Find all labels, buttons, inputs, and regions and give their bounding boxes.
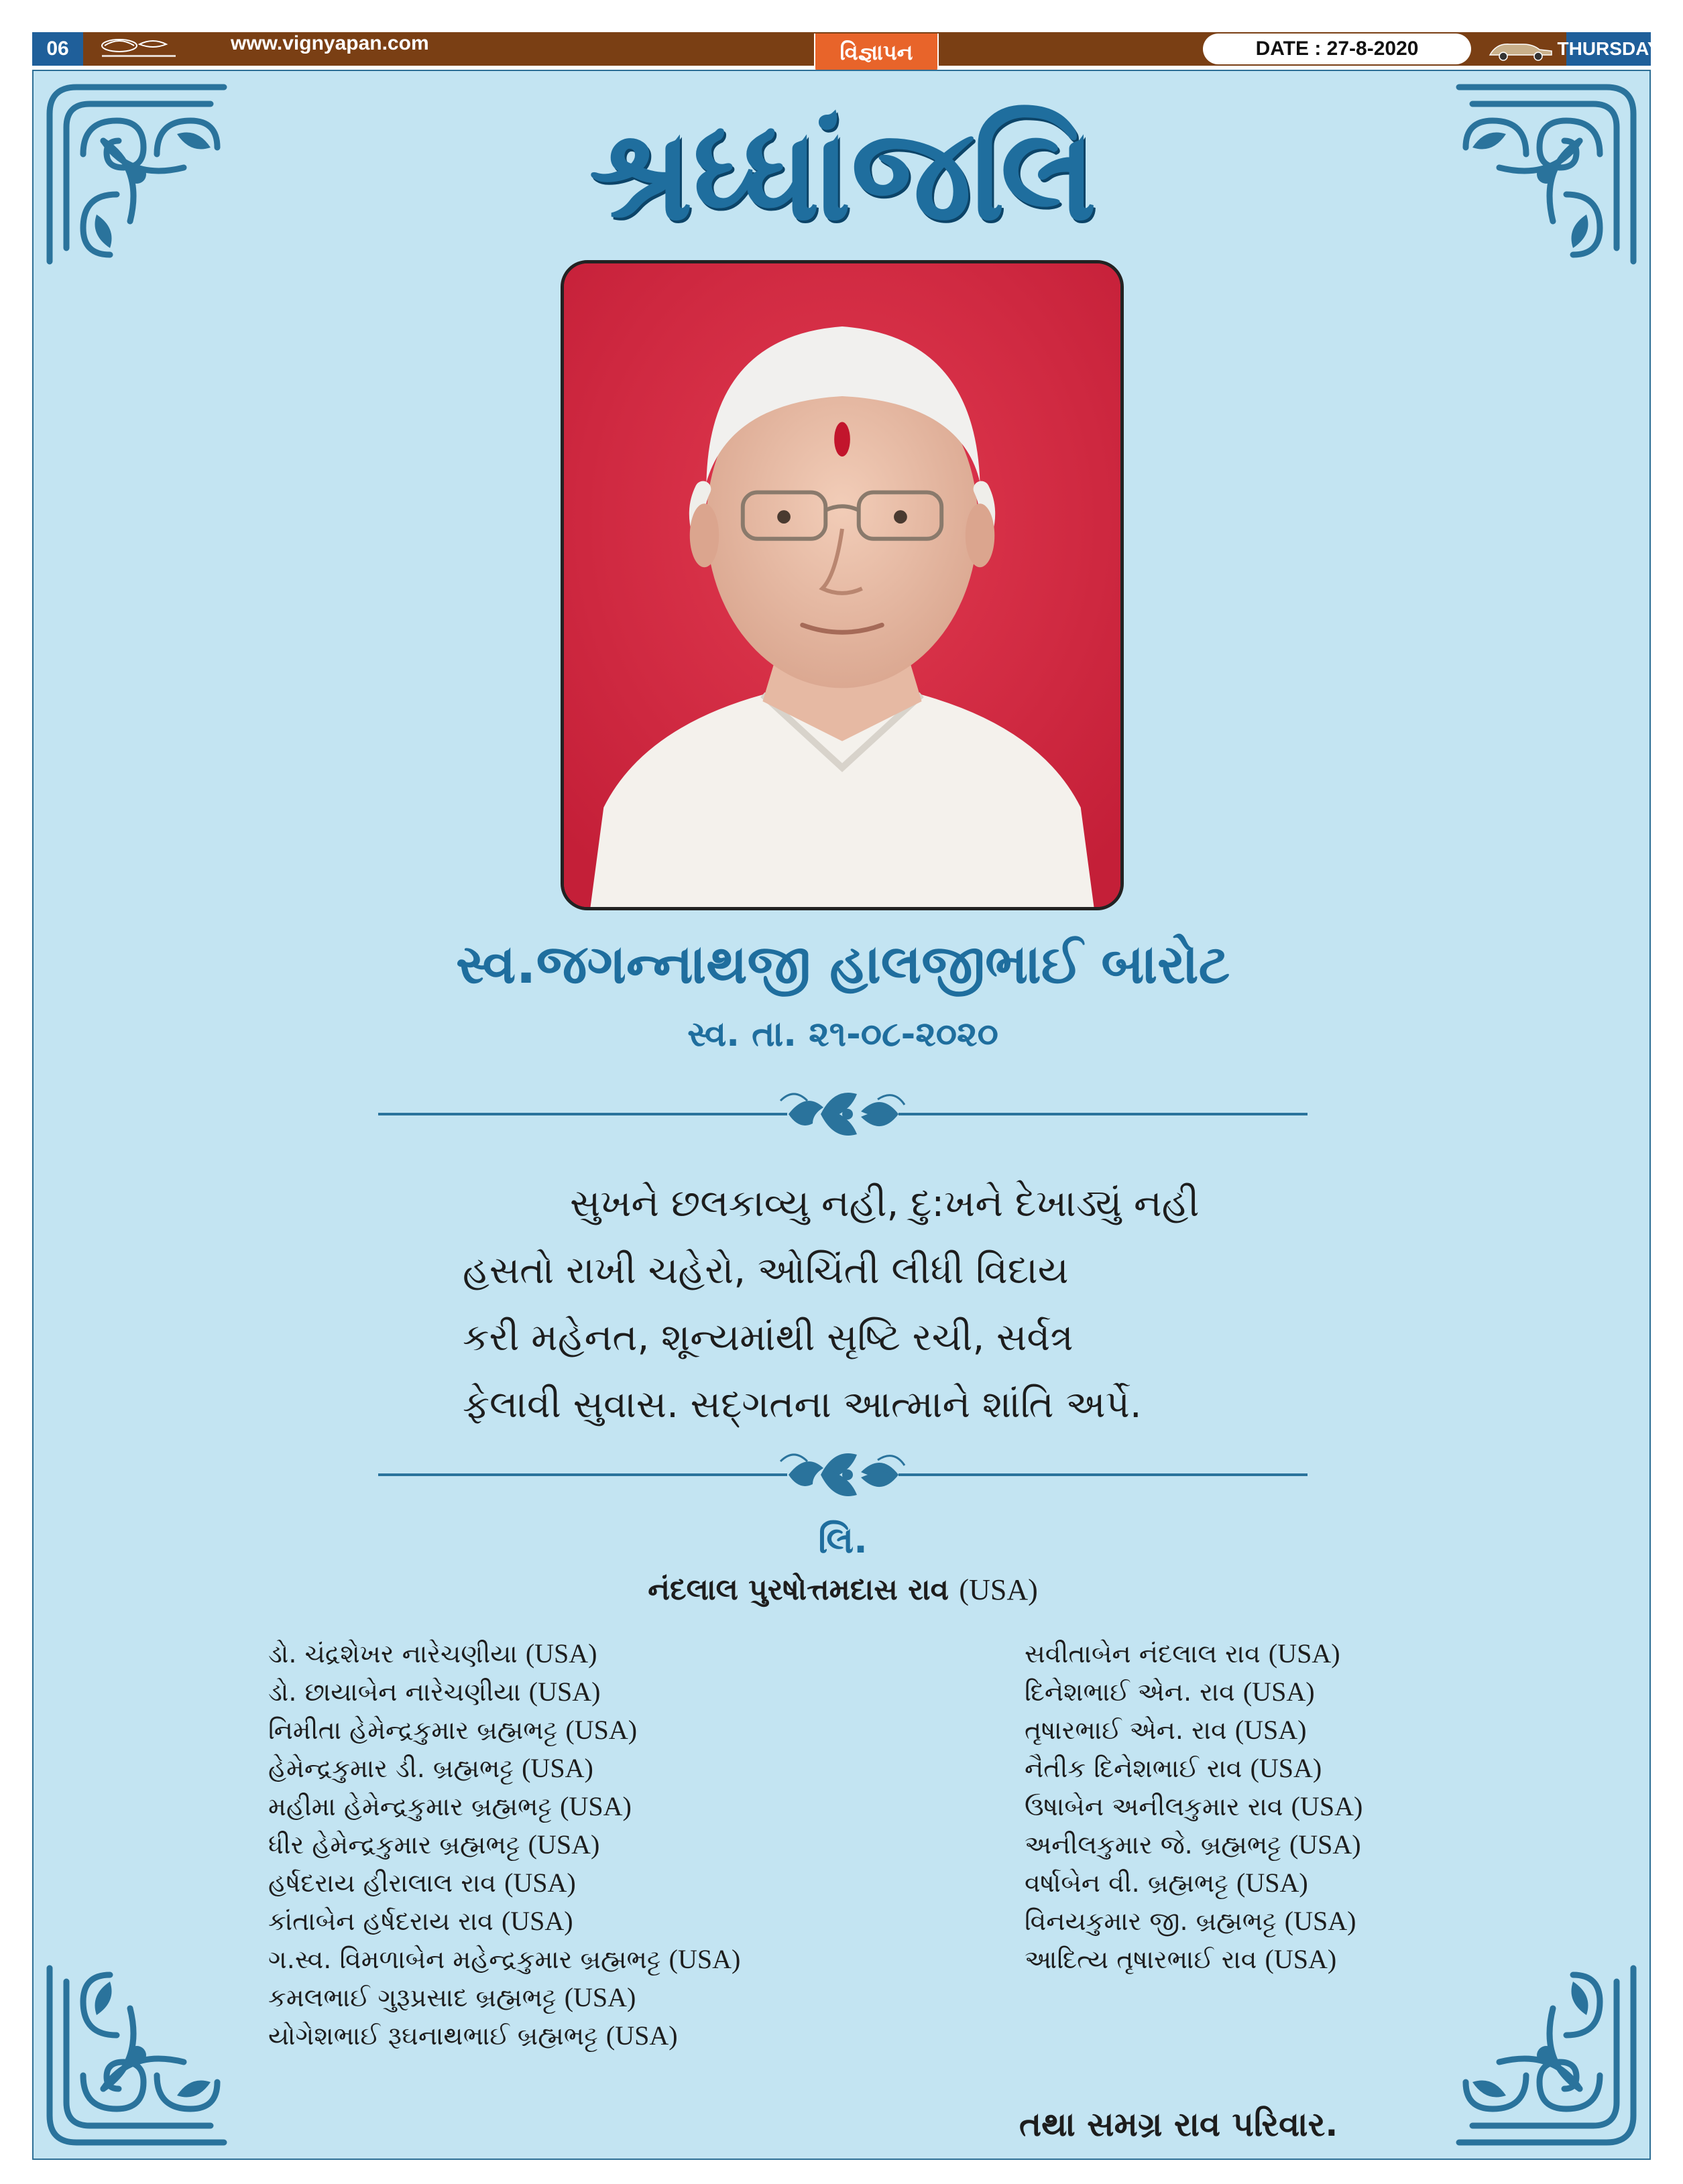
family-member-tag: (USA) — [1242, 1677, 1315, 1707]
family-member-tag: (USA) — [564, 1982, 636, 2012]
floral-divider-icon — [378, 1087, 1308, 1141]
issue-date: DATE : 27-8-2020 — [1203, 34, 1471, 64]
family-member-row — [1025, 1711, 1362, 1749]
sender-name: નંદલાલ પુરષોત્તમદાસ રાવ — [648, 1573, 949, 1607]
family-member-name: તૃષારભાઈ એન. રાવ — [1025, 1715, 1227, 1745]
from-label: લિ. — [818, 1519, 868, 1561]
family-member-name: કમલભાઈ ગુરૂપ્રસાદ બ્રહ્મભટ્ટ — [268, 1983, 557, 2012]
family-member-row — [268, 1634, 740, 1673]
portrait-photo — [561, 260, 1124, 910]
family-member-name: દિનેશભાઈ એન. રાવ — [1025, 1677, 1235, 1707]
family-member-name: કાંતાબેન હર્ષદરાય રાવ — [268, 1906, 494, 1936]
ornamental-corner-icon — [1446, 1955, 1647, 2156]
family-member-name: અનીલકુમાર જે. બ્રહ્મભટ્ટ — [1025, 1830, 1281, 1860]
family-member-tag: (USA) — [1250, 1753, 1322, 1783]
family-member-tag: (USA) — [1234, 1715, 1307, 1745]
family-member-name: વિનયકુમાર જી. બ્રહ્મભટ્ટ — [1025, 1906, 1277, 1936]
family-member-name: નિમીતા હેમેન્દ્રકુમાર બ્રહ્મભટ્ટ — [268, 1715, 558, 1745]
tribute-verse — [463, 1170, 1305, 1439]
tribute-panel — [32, 70, 1651, 2160]
family-member-row — [268, 1749, 740, 1787]
family-member-tag: (USA) — [669, 1944, 741, 1974]
family-member-row — [268, 1825, 740, 1864]
family-member-name: મહીમા હેમેન્દ્રકુમાર બ્રહ્મભટ્ટ — [268, 1792, 553, 1821]
family-member-row — [1025, 1634, 1362, 1673]
family-list-right — [1025, 1634, 1362, 1978]
family-member-row — [1025, 1940, 1362, 1978]
family-member-row — [1025, 1864, 1362, 1902]
family-member-name: ડો. ચંદ્રશેખર નારેચણીયા — [268, 1639, 518, 1669]
family-member-name: ગ.સ્વ. વિમળાબેન મહેન્દ્રકુમાર બ્રહ્મભટ્ટ — [268, 1945, 661, 1974]
family-member-tag: (USA) — [560, 1791, 632, 1821]
family-member-row — [1025, 1749, 1362, 1787]
family-member-name: નૈતીક દિનેશભાઈ રાવ — [1025, 1754, 1242, 1783]
family-member-tag: (USA) — [1268, 1638, 1340, 1669]
family-member-tag: (USA) — [565, 1715, 638, 1745]
family-member-tag: (USA) — [605, 2020, 678, 2051]
vehicle-art-icon — [1485, 36, 1558, 62]
family-member-row — [268, 1673, 740, 1711]
family-member-tag: (USA) — [1236, 1868, 1308, 1898]
masthead-bar — [32, 32, 1660, 66]
issue-day: THURSDAY — [1566, 32, 1651, 66]
family-member-name: સવીતાબેન નંદલાલ રાવ — [1025, 1639, 1261, 1669]
floral-divider-icon — [378, 1448, 1308, 1502]
family-list-left — [268, 1634, 740, 2055]
ornamental-corner-icon — [36, 1955, 237, 2156]
tribute-title: શ્રધ્ધાંજલિ — [589, 101, 1097, 249]
family-member-tag: (USA) — [528, 1677, 601, 1707]
family-member-row — [268, 1978, 740, 2016]
family-member-tag: (USA) — [504, 1868, 576, 1898]
family-member-tag: (USA) — [501, 1906, 573, 1936]
family-member-name: ઉષાબેન અનીલકુમાર રાવ — [1025, 1792, 1283, 1821]
family-member-name: યોગેશભાઈ રૂઘનાથભાઈ બ્રહ્મભટ્ટ — [268, 2021, 598, 2051]
family-member-tag: (USA) — [528, 1829, 600, 1860]
family-member-name: હર્ષદરાય હીરાલાલ રાવ — [268, 1868, 496, 1898]
family-member-row — [268, 1711, 740, 1749]
section-label: વિજ્ઞાપન — [814, 34, 939, 72]
family-member-row — [268, 1787, 740, 1825]
family-member-row — [268, 2016, 740, 2055]
family-member-tag: (USA) — [1284, 1906, 1356, 1936]
family-member-tag: (USA) — [1265, 1944, 1337, 1974]
verse-line: હસતો રાખી ચહેરો, ઓચિંતી લીધી વિદાય — [463, 1249, 1069, 1292]
family-member-name: હેમેન્દ્રકુમાર ડી. બ્રહ્મભટ્ટ — [268, 1754, 514, 1783]
verse-line: કરી મહેનત, શૂન્યમાંથી સૃષ્ટિ રચી, સર્વત્ર — [463, 1316, 1073, 1359]
deceased-name: સ્વ.જગન્નાથજી હાલજીભાઈ બારોટ — [455, 933, 1230, 995]
family-member-name: વર્ષાબેન વી. બ્રહ્મભટ્ટ — [1025, 1868, 1228, 1898]
family-member-name: ધીર હેમેન્દ્રકુમાર બ્રહ્મભટ્ટ — [268, 1830, 520, 1860]
family-member-name: ડો. છાયાબેન નારેચણીયા — [268, 1677, 521, 1707]
family-member-row — [1025, 1825, 1362, 1864]
family-member-row — [268, 1940, 740, 1978]
sender-tag: (USA) — [959, 1573, 1038, 1606]
sender-line — [34, 1573, 1651, 1607]
website-link[interactable]: www.vignyapan.com — [231, 32, 429, 54]
page-number: 06 — [32, 32, 83, 66]
family-member-row — [268, 1864, 740, 1902]
paper-logo-icon — [93, 36, 193, 62]
verse-line: સુખને છલકાવ્યુ નહી, દુ:ખને દેખાડ્યું નહી — [570, 1182, 1200, 1225]
family-member-tag: (USA) — [525, 1638, 597, 1669]
family-member-tag: (USA) — [1289, 1829, 1361, 1860]
family-member-row — [1025, 1673, 1362, 1711]
family-member-tag: (USA) — [522, 1753, 593, 1783]
family-member-name: આદિત્ય તૃષારભાઈ રાવ — [1025, 1945, 1257, 1974]
death-date: સ્વ. તા. ૨૧-૦૮-૨૦૨૦ — [687, 1014, 998, 1054]
verse-line: ફેલાવી સુવાસ. સદ્‌ગતના આત્માને શાંતિ અર્પે. — [463, 1383, 1142, 1427]
family-member-row — [268, 1902, 740, 1940]
family-member-row — [1025, 1787, 1362, 1825]
closing-line: તથા સમગ્ર રાવ પરિવાર. — [1019, 2105, 1338, 2144]
family-member-row — [1025, 1902, 1362, 1940]
family-member-tag: (USA) — [1291, 1791, 1363, 1821]
